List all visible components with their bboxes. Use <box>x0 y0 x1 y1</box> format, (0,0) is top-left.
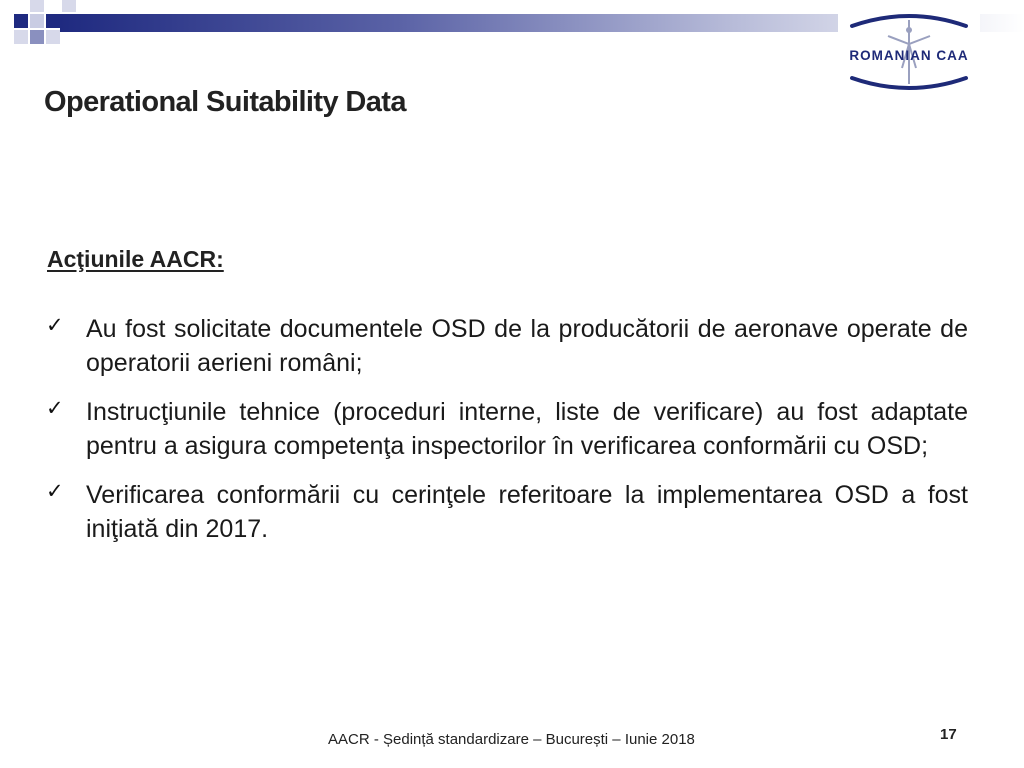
bullet-text: Instrucţiunile tehnice (proceduri interne, liste de verificare) au fost adaptate pentru a asigura competenţa inspectorilor în verificarea conformării cu OSD; <box>86 398 968 460</box>
romanian-caa-logo <box>838 10 980 98</box>
banner-square <box>30 30 44 44</box>
section-heading: Acţiunile AACR: <box>47 246 224 272</box>
footer-text: AACR - Ședință standardizare – București – Iunie 2018 <box>328 731 695 748</box>
bullet-text: Verificarea conformării cu cerinţele referitoare la implementarea OSD a fost iniţiată din 2017. <box>86 481 968 543</box>
banner-square <box>46 14 60 28</box>
checkmark-icon: ✓ <box>46 479 64 503</box>
banner-square <box>46 30 60 44</box>
bullet-item <box>46 478 968 546</box>
bullet-item <box>46 312 968 380</box>
banner-square <box>30 0 44 12</box>
checkmark-icon: ✓ <box>46 313 64 337</box>
banner-square <box>14 14 28 28</box>
slide-title: Operational Suitability Data <box>44 86 406 118</box>
banner-square <box>14 30 28 44</box>
checkmark-icon: ✓ <box>46 396 64 420</box>
banner-square <box>30 14 44 28</box>
bullet-item <box>46 395 968 463</box>
bullet-text: Au fost solicitate documentele OSD de la producătorii de aeronave operate de operatorii aerieni români; <box>86 315 968 377</box>
bullet-list <box>46 312 968 561</box>
banner-square <box>62 0 76 12</box>
page-number: 17 <box>940 726 957 743</box>
logo-text: ROMANIAN CAA <box>849 48 969 63</box>
